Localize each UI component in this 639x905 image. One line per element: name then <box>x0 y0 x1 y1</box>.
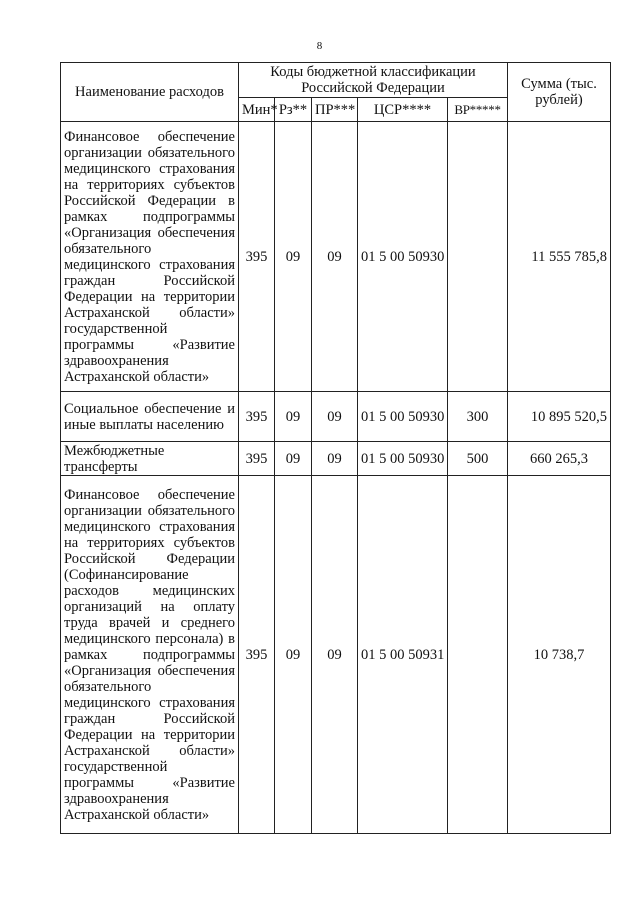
header-name: Наименование расходов <box>61 63 239 122</box>
header-sum: Сумма (тыс. рублей) <box>508 63 611 122</box>
header-rz: Рз** <box>275 98 312 122</box>
row-sum: 11 555 785,8 <box>508 122 611 392</box>
header-codes: Коды бюджетной классификации Российской Федерации <box>239 63 508 98</box>
row-sum: 660 265,3 <box>508 442 611 476</box>
page-number: 8 <box>316 40 323 52</box>
table-row <box>61 442 611 476</box>
table-row <box>61 392 611 442</box>
row-pr: 09 <box>312 442 358 476</box>
row-name: Финансовое обеспечение организации обязательного медицинского страхования на территориях субъектов Российской Федерации (Софинансирование расходов медицинских организаций на оплату труда врачей и среднего медицинского персонала) в рамках подпрограммы «Организация обеспечения обязательного медицинского страхования граждан Российской Федерации на территории Астраханской области» государственной программы «Развитие здравоохранения Астраханской области» <box>61 476 239 834</box>
row-csr: 01 5 00 50930 <box>358 392 448 442</box>
row-name: Финансовое обеспечение организации обязательного медицинского страхования на территориях субъектов Российской Федерации в рамках подпрограммы «Организация обеспечения обязательного медицинского страхования граждан Российской Федерации на территории Астраханской области» государственной программы «Развитие здравоохранения Астраханской области» <box>61 122 239 392</box>
row-min: 395 <box>239 122 275 392</box>
row-rz: 09 <box>275 442 312 476</box>
row-pr: 09 <box>312 392 358 442</box>
table-row <box>61 476 611 834</box>
row-csr: 01 5 00 50930 <box>358 442 448 476</box>
row-sum: 10 895 520,5 <box>508 392 611 442</box>
table-row <box>61 122 611 392</box>
header-pr: ПР*** <box>312 98 358 122</box>
row-min: 395 <box>239 476 275 834</box>
row-rz: 09 <box>275 122 312 392</box>
row-vr <box>448 122 508 392</box>
row-min: 395 <box>239 392 275 442</box>
row-vr <box>448 476 508 834</box>
budget-table <box>60 62 611 834</box>
row-rz: 09 <box>275 392 312 442</box>
row-name: Межбюджетные трансферты <box>61 442 239 476</box>
row-csr: 01 5 00 50930 <box>358 122 448 392</box>
row-pr: 09 <box>312 476 358 834</box>
row-name: Социальное обеспечение и иные выплаты населению <box>61 392 239 442</box>
row-rz: 09 <box>275 476 312 834</box>
row-min: 395 <box>239 442 275 476</box>
row-vr: 300 <box>448 392 508 442</box>
row-vr: 500 <box>448 442 508 476</box>
header-csr: ЦСР**** <box>358 98 448 122</box>
row-pr: 09 <box>312 122 358 392</box>
row-sum: 10 738,7 <box>508 476 611 834</box>
header-min: Мин* <box>239 98 275 122</box>
row-csr: 01 5 00 50931 <box>358 476 448 834</box>
header-vr: ВР***** <box>448 98 508 122</box>
